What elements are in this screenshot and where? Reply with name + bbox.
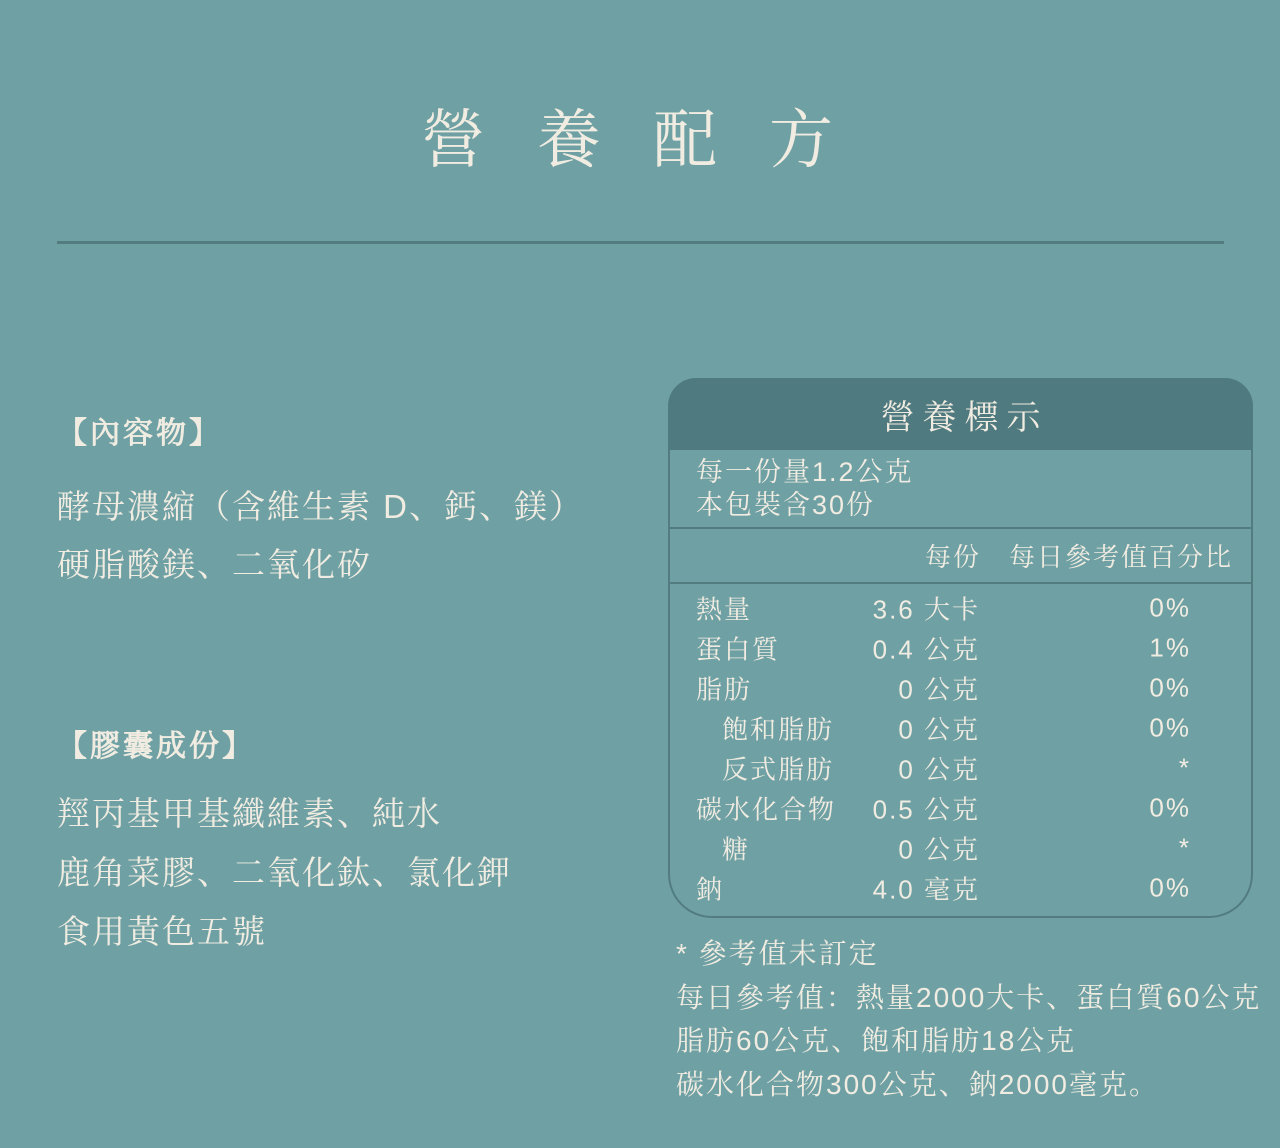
table-row xyxy=(670,628,1251,668)
row-amount: 0.5 公克 xyxy=(872,794,980,825)
footnote-line: 脂肪60公克、飽和脂肪18公克 xyxy=(676,1025,1077,1056)
capsule-line: 鹿角菜膠、二氧化鈦、氯化鉀 xyxy=(57,854,512,891)
contents-line: 酵母濃縮（含維生素 D、鈣、鎂） xyxy=(57,488,584,525)
table-row xyxy=(670,588,1251,628)
serving-info-line: 本包裝含30份 xyxy=(696,490,876,520)
capsule-line: 羥丙基甲基纖維素、純水 xyxy=(57,795,442,832)
footnote-line: 碳水化合物300公克、鈉2000毫克。 xyxy=(676,1068,1160,1100)
row-label: 飽和脂肪 xyxy=(722,714,835,745)
row-amount: 3.6 大卡 xyxy=(872,594,980,625)
row-daily-value: 1% xyxy=(1149,632,1191,663)
row-daily-value: * xyxy=(1178,752,1191,783)
footnote-line: * 參考值未訂定 xyxy=(676,938,879,969)
nutrition-table-title: 營養標示 xyxy=(880,398,1049,437)
row-daily-value: 0% xyxy=(1149,792,1191,823)
footnote-line: 每日參考值：熱量2000大卡、蛋白質60公克 xyxy=(676,981,1262,1013)
serving-info-line: 每一份量1.2公克 xyxy=(696,457,914,487)
row-daily-value: 0% xyxy=(1149,592,1191,623)
row-label: 蛋白質 xyxy=(696,634,781,665)
nutrition-table-header xyxy=(668,378,1253,450)
footnotes xyxy=(676,932,1261,1106)
row-amount: 0 公克 xyxy=(898,834,980,865)
page-title: 營養配方 xyxy=(421,104,885,176)
row-daily-value: 0% xyxy=(1149,712,1191,743)
column-header-per-serving: 每份 xyxy=(924,542,981,572)
row-daily-value: 0% xyxy=(1149,672,1191,703)
row-label: 碳水化合物 xyxy=(696,794,837,825)
column-header-daily-value: 每日參考值百分比 xyxy=(1008,542,1233,572)
table-row xyxy=(670,828,1251,868)
column-headers xyxy=(670,527,1251,584)
table-row xyxy=(670,748,1251,788)
nutrition-table-body xyxy=(668,450,1253,918)
table-row xyxy=(670,868,1251,908)
row-amount: 0 公克 xyxy=(898,674,980,705)
row-label: 鈉 xyxy=(696,874,725,905)
capsule-lines xyxy=(57,784,512,961)
title-divider xyxy=(57,241,1224,244)
table-row xyxy=(670,708,1251,748)
contents-line: 硬脂酸鎂、二氧化矽 xyxy=(57,546,372,583)
table-row xyxy=(670,668,1251,708)
row-amount: 0.4 公克 xyxy=(872,634,980,665)
row-label: 反式脂肪 xyxy=(722,754,835,785)
contents-heading: 【內容物】 xyxy=(57,417,222,450)
nutrition-rows xyxy=(670,584,1251,908)
row-daily-value: * xyxy=(1178,832,1191,863)
nutrition-facts-table xyxy=(668,378,1253,918)
row-label: 脂肪 xyxy=(696,674,753,705)
row-label: 熱量 xyxy=(696,594,753,625)
row-amount: 0 公克 xyxy=(898,714,980,745)
row-daily-value: 0% xyxy=(1149,872,1191,903)
table-row xyxy=(670,788,1251,828)
row-amount: 0 公克 xyxy=(898,754,980,785)
capsule-line: 食用黃色五號 xyxy=(57,913,267,950)
capsule-heading: 【膠囊成份】 xyxy=(57,730,255,763)
row-amount: 4.0 毫克 xyxy=(872,874,980,905)
contents-lines xyxy=(57,478,584,594)
row-label: 糖 xyxy=(722,834,751,865)
serving-info xyxy=(670,450,1251,527)
